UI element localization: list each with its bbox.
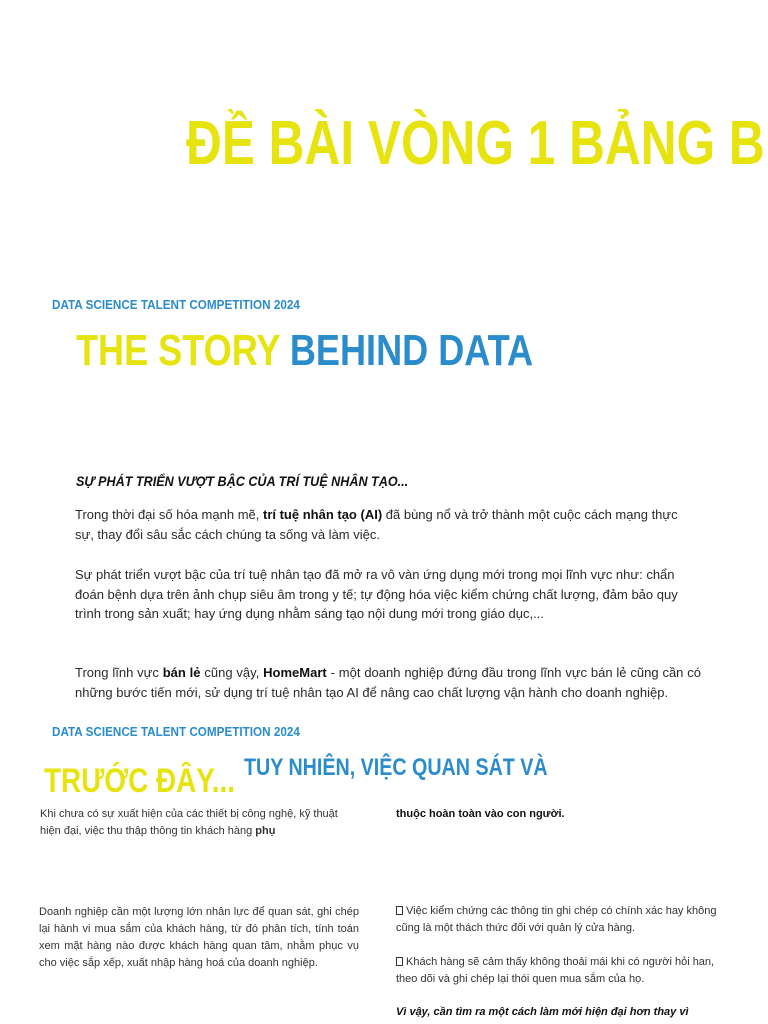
story-title-part2: BEHIND DATA	[289, 326, 534, 375]
para1-text: Trong thời đại số hóa mạnh mẽ,	[75, 507, 263, 522]
right-column-discomfort	[396, 954, 736, 988]
para3-text: Trong lĩnh vực	[75, 665, 163, 680]
left-column-workforce: Doanh nghiệp cần một lượng lớn nhân lực để quan sát, ghi chép lại hành vi mua sắm của khách hàng, từ đó phân tích, tính toán xem mặt hàng nào được khách hàng quan tâm, nhằm phục vụ cho việc sắp xếp, xuất nhập hàng hoá của doanh nghiệp.	[39, 906, 359, 969]
left-col-1-bold: phụ	[255, 825, 276, 837]
para3-text-2: cũng vậy,	[200, 665, 264, 680]
right-column-conclusion: Vì vậy, cần tìm ra một cách làm mới hiện đại hơn thay vì	[396, 1006, 689, 1018]
para3-bold-retail: bán lẻ	[162, 665, 201, 680]
paragraph-intro	[75, 505, 695, 544]
para3-text-3: - một doanh nghiệp đứng đầu trong lĩnh vực bán lẻ cũng cần có những bước tiến mới, sử dụng trí tuệ nhân tạo AI để nâng cao chất lượng vận hành cho doanh nghiệp.	[75, 665, 701, 700]
section-heading: SỰ PHÁT TRIỂN VƯỢT BẬC CỦA TRÍ TUỆ NHÂN TẠO...	[76, 473, 409, 489]
story-title	[76, 326, 533, 376]
paragraph-homemart	[75, 663, 701, 702]
truoc-day-heading: TRƯỚC ĐÂY...	[44, 762, 235, 800]
story-title-part1: THE STORY	[76, 326, 280, 375]
paragraph-applications: Sự phát triển vượt bậc của trí tuệ nhân tạo đã mở ra vô vàn ứng dụng mới trong mọi lĩnh vực như: chẩn đoán bệnh dựa trên ảnh chụp siêu âm trong y tế; tự động hóa việc kiểm chứng chất lượng, đảm bảo quy trình trong sản xuất; hay ứng dụng nhằm sáng tạo nội dung mới trong giáo dục,...	[75, 567, 678, 621]
bullet-box-icon	[396, 906, 403, 915]
para3-bold-homemart: HomeMart	[263, 665, 327, 680]
competition-label-2: DATA SCIENCE TALENT COMPETITION 2024	[52, 724, 300, 739]
left-column-intro	[40, 806, 360, 840]
main-title: ĐỀ BÀI VÒNG 1 BẢNG B	[186, 109, 765, 178]
para1-text-after: đã bùng nổ và trở thành một cuộc cách mạng thực sự, thay đổi sâu sắc cách chúng ta sống và làm việc.	[75, 507, 678, 542]
left-col-1-text: Khi chưa có sự xuất hiện của các thiết bị công nghệ, kỹ thuật hiện đại, việc thu thập thông tin khách hàng	[40, 808, 338, 837]
competition-label: DATA SCIENCE TALENT COMPETITION 2024	[52, 297, 300, 312]
right-col-2-text: Việc kiểm chứng các thông tin ghi chép có chính xác hay không cũng là một thách thức đối với quản lý cửa hàng.	[396, 905, 717, 934]
bullet-box-icon	[396, 957, 403, 966]
right-column-intro: thuộc hoàn toàn vào con người.	[396, 808, 565, 820]
right-column-verification	[396, 903, 736, 937]
right-col-3-text: Khách hàng sẽ cảm thấy không thoải mái khi có người hỏi han, theo dõi và ghi chép lại thói quen mua sắm của họ.	[396, 956, 715, 985]
tuy-nhien-heading: TUY NHIÊN, VIỆC QUAN SÁT VÀ	[244, 754, 548, 781]
para1-bold: trí tuệ nhân tạo (AI)	[262, 507, 383, 522]
